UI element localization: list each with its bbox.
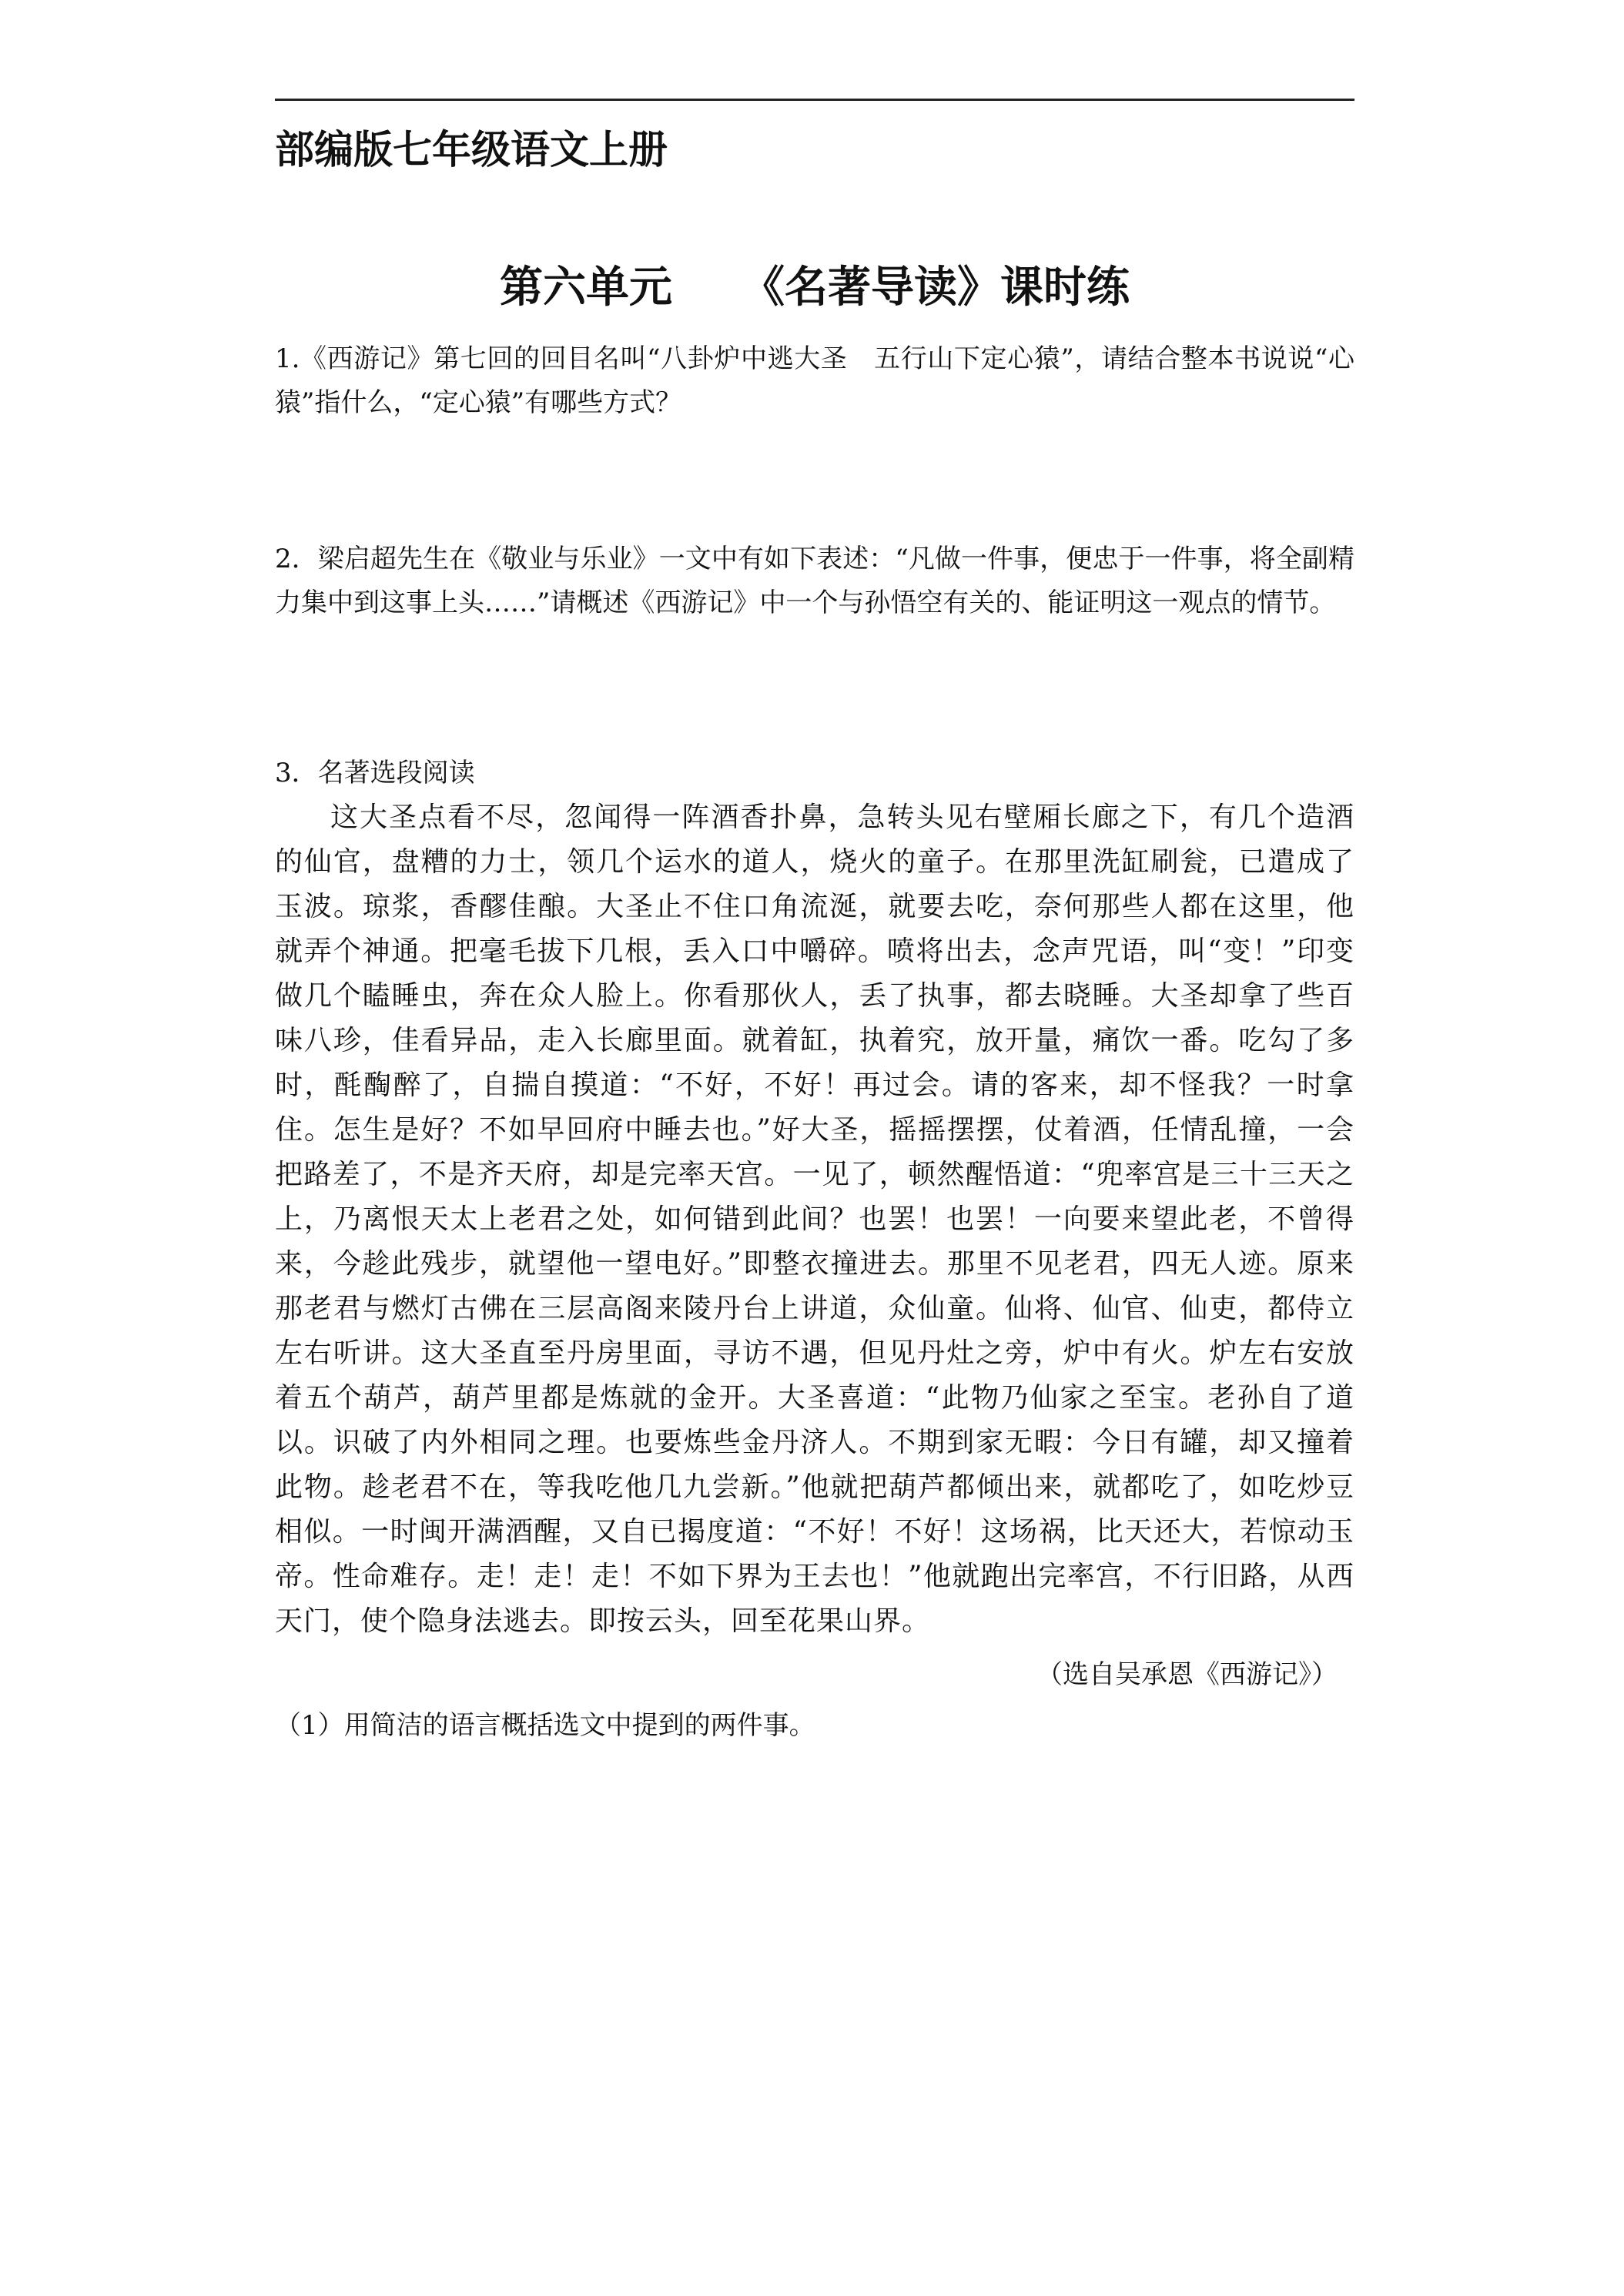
book-title: 部编版七年级语文上册 — [275, 127, 668, 173]
question-2: 2．梁启超先生在《敬业与乐业》一文中有如下表述：“凡做一件事，便忠于一件事，将全副精力集中到这事上头……”请概述《西游记》中一个与孙悟空有关的、能证明这一观点的情节。 — [275, 544, 1354, 618]
reading-passage: 这大圣点看不尽，忽闻得一阵酒香扑鼻，急转头见右壁厢长廊之下，有几个造酒的仙官，盘糟的力士，领几个运水的道人，烧火的童子。在那里洗缸刷瓮，已遣成了玉波。琼浆，香醪佳酿。大圣止不住口角流涎，就要去吃，奈何那些人都在这里，他就弄个神通。把毫毛拔下几根，丢入口中嚼碎。喷将出去，念声咒语，叫“变！”印变做几个瞌睡虫，奔在众人脸上。你看那伙人，丢了执事，都去晓睡。大圣却拿了些百味八珍，佳看异品，走入长廊里面。就着缸，执着究，放开量，痛饮一番。吃勾了多时，酕醄醉了，自揣自摸道：“不好，不好！再过会。请的客来，却不怪我？一时拿住。怎生是好？不如早回府中睡去也。”好大圣，摇摇摆摆，仗着酒，任情乱撞，一会把路差了，不是齐天府，却是完率天宫。一见了，顿然醒悟道：“兜率宫是三十三天之上，乃离恨天太上老君之处，如何错到此间？也罢！也罢！一向要来望此老，不曾得来，今趁此残步，就望他一望电好。”即整衣撞进去。那里不见老君，四无人迹。原来那老君与燃灯古佛在三层高阁来陵丹台上讲道，众仙童。仙将、仙官、仙吏，都侍立左右听讲。这大圣直至丹房里面，寻访不遇，但见丹灶之旁，炉中有火。炉左右安放着五个葫芦，葫芦里都是炼就的金开。大圣喜道：“此物乃仙家之至宝。老孙自了道以。识破了内外相同之理。也要炼些金丹济人。不期到家无暇：今日有罐，却又撞着此物。趁老君不在，等我吃他几九尝新。”他就把葫芦都倾出来，就都吃了，如吃炒豆相似。一时闽开满酒醒，又自已揭度道：“不好！不好！这场祸，比天还大，若惊动玉帝。性命难存。走！走！走！不如下界为王去也！”他就跑出完率宫，不行旧路，从西天门，使个隐身法逃去。即按云头，回至花果山界。 — [275, 802, 1354, 1637]
passage-source: （选自吴承恩《西游记》） — [1036, 1659, 1338, 1690]
unit-title — [275, 256, 1354, 318]
unit-title-part1: 第六单元 — [500, 262, 672, 313]
question-1: 1.《西游记》第七回的回目名叫“八卦炉中逃大圣 五行山下定心猿”，请结合整本书说说“心猿”指什么，“定心猿”有哪些方式？ — [275, 343, 1354, 418]
question-list — [275, 337, 1354, 1749]
question-3-heading: 3．名著选段阅读 — [275, 758, 475, 788]
header-rule — [275, 99, 1354, 101]
unit-title-part2: 《名著导读》课时练 — [742, 262, 1130, 313]
sub-question-1: （1）用简洁的语言概括选文中提到的两件事。 — [275, 1710, 815, 1741]
